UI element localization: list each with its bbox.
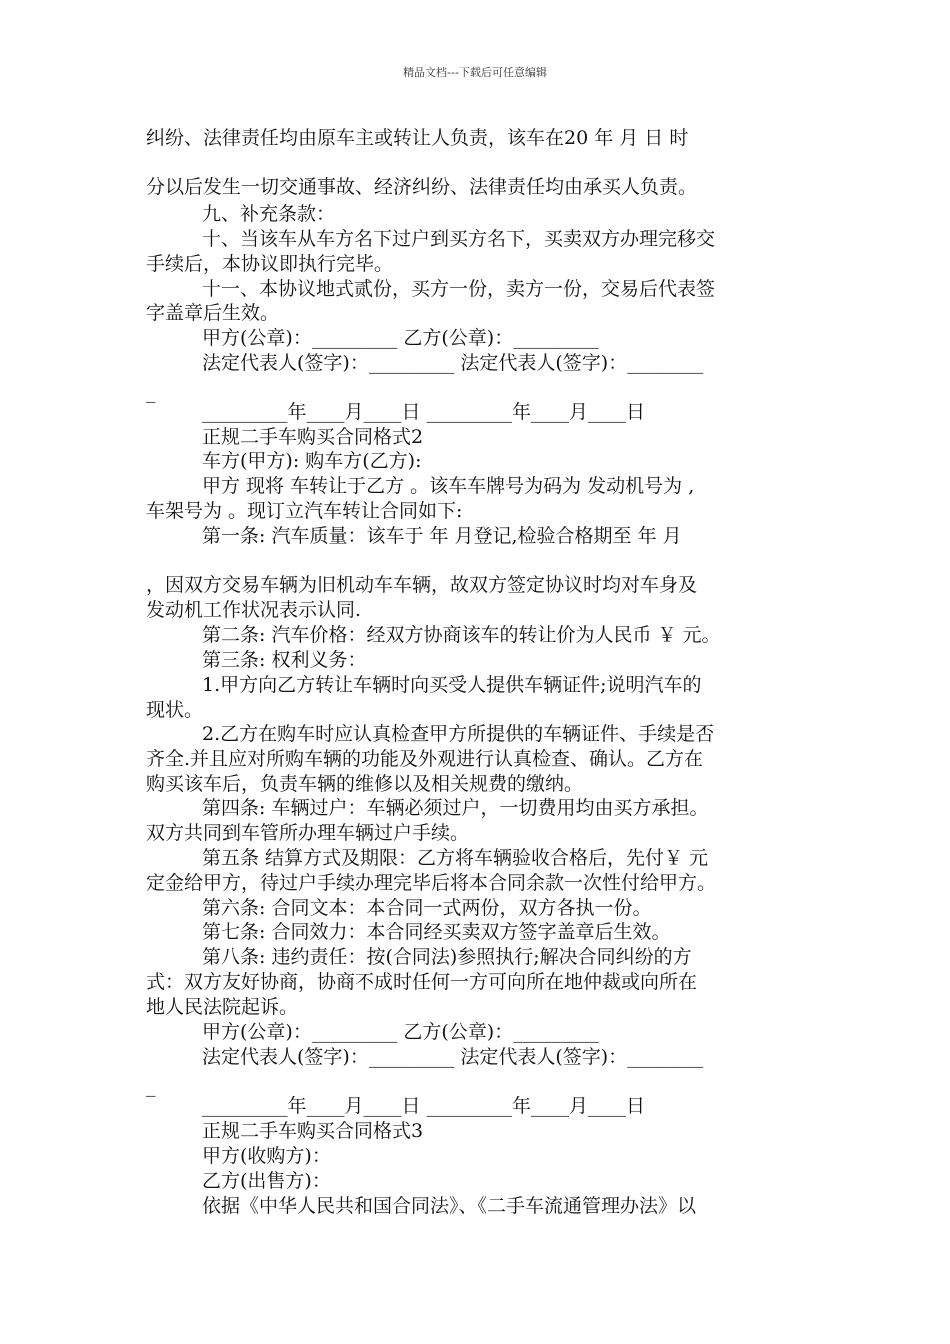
text-line: 车架号为 。现订立汽车转让合同如下: — [146, 500, 463, 522]
text-line: 地人民法院起诉。 — [146, 996, 299, 1018]
signature-line: 法定代表人(签字)：_________ 法定代表人(签字)：________ — [202, 1046, 704, 1068]
text-line: _ — [146, 1075, 156, 1097]
text-line: 双方共同到车管所办理车辆过户手续。 — [146, 822, 470, 844]
signature-line: 甲方(公章)：_________ 乙方(公章)：_________ — [202, 327, 599, 349]
text-line: 依据《中华人民共和国合同法》、《二手车流通管理办法》以 — [202, 1195, 697, 1217]
text-line: 纠纷、法律责任均由原车主或转让人负责，该车在20 年 月 日 时 — [146, 127, 689, 149]
date-line: _________年____月____日 _________年____月____日 — [202, 401, 646, 423]
text-line: 分以后发生一切交通事故、经济纠纷、法律责任均由承买人负责。 — [146, 176, 698, 198]
text-line: 齐全.并且应对所购车辆的功能及外观进行认真检查、确认。乙方在 — [146, 748, 704, 770]
text-line: 字盖章后生效。 — [146, 302, 280, 324]
text-line: 第五条 结算方式及期限：乙方将车辆验收合格后，先付￥ 元 — [202, 847, 709, 869]
text-line: 第四条: 车辆过户：车辆必须过户，一切费用均由买方承担。 — [202, 797, 709, 819]
section-title: 正规二手车购买合同格式2 — [202, 426, 424, 448]
text-line: 甲方(收购方)： — [202, 1145, 331, 1167]
text-line: 第六条: 合同文本：本合同一式两份，双方各执一份。 — [202, 897, 652, 919]
text-line: 十一、本协议地式贰份，买方一份，卖方一份，交易后代表签 — [202, 278, 716, 300]
text-line: 第二条: 汽车价格：经双方协商该车的转让价为人民币 ￥ 元。 — [202, 624, 721, 646]
text-line: 第八条: 违约责任：按(合同法)参照执行;解决合同纠纷的方 — [202, 946, 692, 968]
text-line: 手续后，本协议即执行完毕。 — [146, 253, 394, 275]
text-line: 九、补充条款： — [202, 203, 336, 225]
text-line: 发动机工作状况表示认同. — [146, 599, 362, 621]
text-line: 甲方 现将 车转让于乙方 。该车车牌号为码为 发动机号为 , — [202, 475, 695, 497]
signature-line: 甲方(公章)：_________ 乙方(公章)：_________ — [202, 1021, 599, 1043]
text-line: 车方(甲方): 购车方(乙方): — [202, 450, 422, 472]
text-line: 式：双方友好协商，协商不成时任何一方可向所在地仲裁或向所在 — [146, 971, 698, 993]
text-line: 1.甲方向乙方转让车辆时向买受人提供车辆证件;说明汽车的 — [202, 674, 702, 696]
text-line: 定金给甲方，待过户手续办理完毕后将本合同余款一次性付给甲方。 — [146, 872, 717, 894]
text-line: 第一条: 汽车质量：该车于 年 月登记,检验合格期至 年 月 — [202, 525, 682, 547]
text-line: ，因双方交易车辆为旧机动车车辆，故双方签定协议时均对车身及 — [146, 574, 698, 596]
text-line: 乙方(出售方)： — [202, 1170, 331, 1192]
text-line: 现状。 — [146, 699, 204, 721]
text-line: 购买该车后，负责车辆的维修以及相关规费的缴纳。 — [146, 773, 584, 795]
page-header: 精品文档---下载后可任意编辑 — [403, 66, 547, 79]
text-line: 第三条: 权利义务： — [202, 649, 367, 671]
text-line: 第七条: 合同效力：本合同经买卖双方签字盖章后生效。 — [202, 921, 671, 943]
text-line: 十、当该车从车方名下过户到买方名下，买卖双方办理完移交 — [202, 228, 716, 250]
section-title: 正规二手车购买合同格式3 — [202, 1120, 424, 1142]
text-line: _ — [146, 381, 156, 403]
signature-line: 法定代表人(签字)：_________ 法定代表人(签字)：________ — [202, 352, 704, 374]
date-line: _________年____月____日 _________年____月____日 — [202, 1095, 646, 1117]
text-line: 2.乙方在购车时应认真检查甲方所提供的车辆证件、手续是否 — [202, 723, 715, 745]
